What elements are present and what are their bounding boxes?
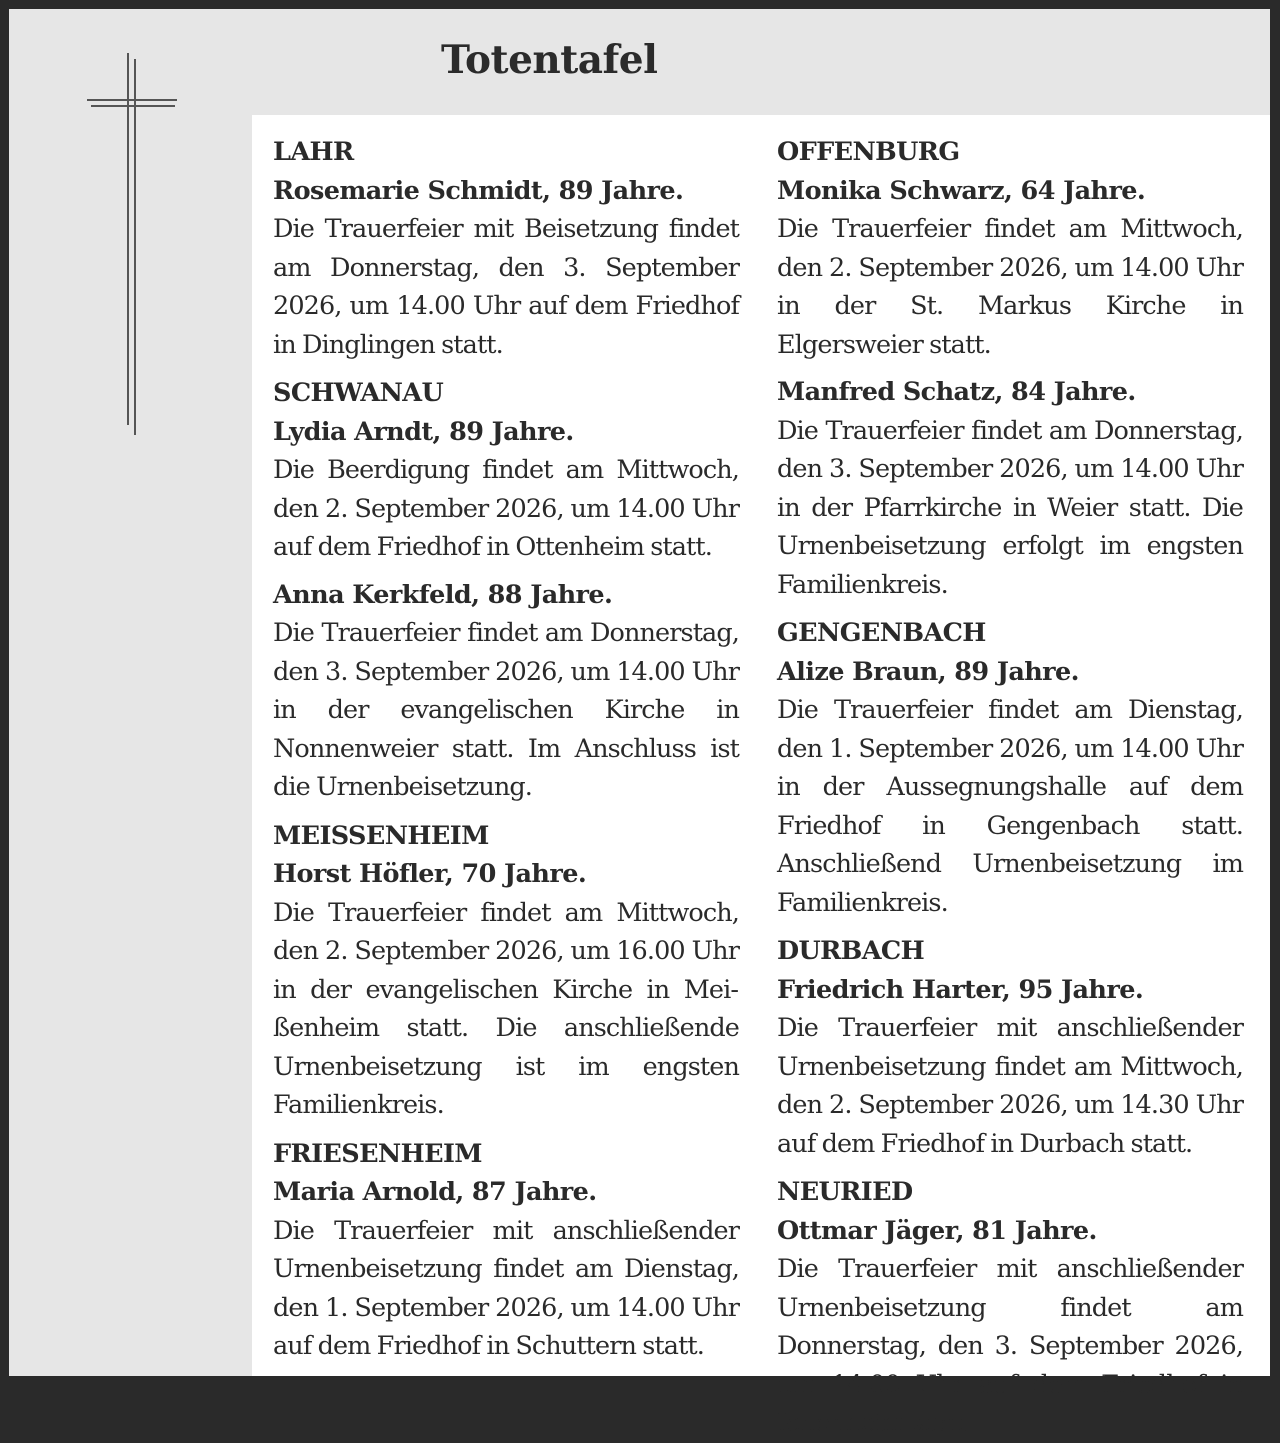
funeral-notice: Die Trauerfeier findet am Dienstag, den 1. September 2026, um 14.00 Uhr in der Aussegnungshalle auf dem Friedhof in Gengenbach statt. Anschließend Urnenbeisetzung im Familienkreis. <box>777 695 1243 918</box>
section-gengenbach <box>777 614 1243 922</box>
funeral-notice: Die Trauerfeier mit anschließender Urnenbeisetzung findet am Dienstag, den 1. September 2026, um 14.00 Uhr auf dem Friedhof in Schuttern statt. <box>273 1215 739 1361</box>
funeral-notice: Die Trauerfeier findet am Mittwoch, den 2. September 2026, um 14.00 Uhr in der St. Markus Kirche in Elgersweier statt. <box>777 214 1243 360</box>
deceased-name: Lydia Arndt, 89 Jahre. <box>273 416 574 447</box>
place-heading: MEISSENHEIM <box>273 820 489 851</box>
right-column <box>777 133 1243 1443</box>
obituary-panel <box>252 115 1270 1438</box>
section-lahr <box>273 133 739 364</box>
deceased-name: Manfred Schatz, 84 Jahre. <box>777 377 1136 407</box>
section-friesenheim <box>273 1135 739 1366</box>
section-durbach <box>777 932 1243 1163</box>
funeral-notice: Die Trauerfeier findet am Donnerstag, den 3. September 2026, um 14.00 Uhr in der evangelischen Kirche in Nonnenweier statt. Im Anschluss ist die Urnenbeisetzung. <box>273 618 739 802</box>
deceased-name: Anna Kerkfeld, 88 Jahre. <box>273 579 613 610</box>
deceased-name: Maria Arnold, 87 Jahre. <box>273 1177 597 1207</box>
cross-icon <box>87 53 179 435</box>
deceased-name: Horst Höfler, 70 Jahre. <box>273 859 587 889</box>
place-heading: DURBACH <box>777 936 925 966</box>
funeral-notice: Die Beerdigung findet am Mittwoch, den 2. September 2026, um 14.00 Uhr auf dem Friedhof in Ottenheim statt. <box>273 455 739 562</box>
deceased-name: Rosemarie Schmidt, 89 Jahre. <box>273 175 684 206</box>
funeral-notice: Die Trauerfeier findet am Mittwoch, den 2. September 2026, um 16.00 Uhr in der evangelischen Kirche in Meißenheim statt. Die anschließende Urnenbeisetzung ist im engsten Familienkreis. <box>273 897 739 1120</box>
section-schwanau <box>273 374 739 807</box>
place-heading: SCHWANAU <box>273 378 444 408</box>
section-offenburg <box>777 133 1243 604</box>
deceased-name: Alize Braun, 89 Jahre. <box>777 656 1079 687</box>
left-column <box>273 133 739 1366</box>
section-neuried <box>777 1173 1243 1443</box>
funeral-notice: Die Trauerfeier mit anschließender Urnenbeisetzung findet am Donnerstag, den 3. September 2026, um 14.00 Uhr auf dem Friedhof in Ichenheim statt. <box>777 1254 1243 1438</box>
place-heading: OFFENBURG <box>777 137 960 167</box>
deceased-name: Friedrich Harter, 95 Jahre. <box>777 974 1144 1005</box>
page-title: Totentafel <box>441 37 658 83</box>
obituary-page <box>9 9 1270 1438</box>
funeral-notice: Die Trauerfeier findet am Donnerstag, den 3. September 2026, um 14.00 Uhr in der Pfarrkirche in Weier statt. Die Urnenbeisetzung erfolgt im engsten Familienkreis. <box>777 415 1243 600</box>
place-heading: GENGENBACH <box>777 618 986 648</box>
section-meissenheim <box>273 817 739 1125</box>
place-heading: NEURIED <box>777 1177 913 1207</box>
deceased-name: Ottmar Jäger, 81 Jahre. <box>777 1215 1097 1246</box>
deceased-name: Monika Schwarz, 64 Jahre. <box>777 175 1146 206</box>
place-heading: FRIESENHEIM <box>273 1138 482 1169</box>
funeral-notice: Die Trauerfeier mit anschließender Urnenbeisetzung findet am Mittwoch, den 2. September 2026, um 14.30 Uhr auf dem Friedhof in Durbach statt. <box>777 1013 1243 1159</box>
place-heading: LAHR <box>273 137 354 167</box>
funeral-notice: Die Trauerfeier mit Beisetzung findet am Donnerstag, den 3. September 2026, um 14.00 Uhr auf dem Friedhof in Dinglingen statt. <box>273 214 739 360</box>
